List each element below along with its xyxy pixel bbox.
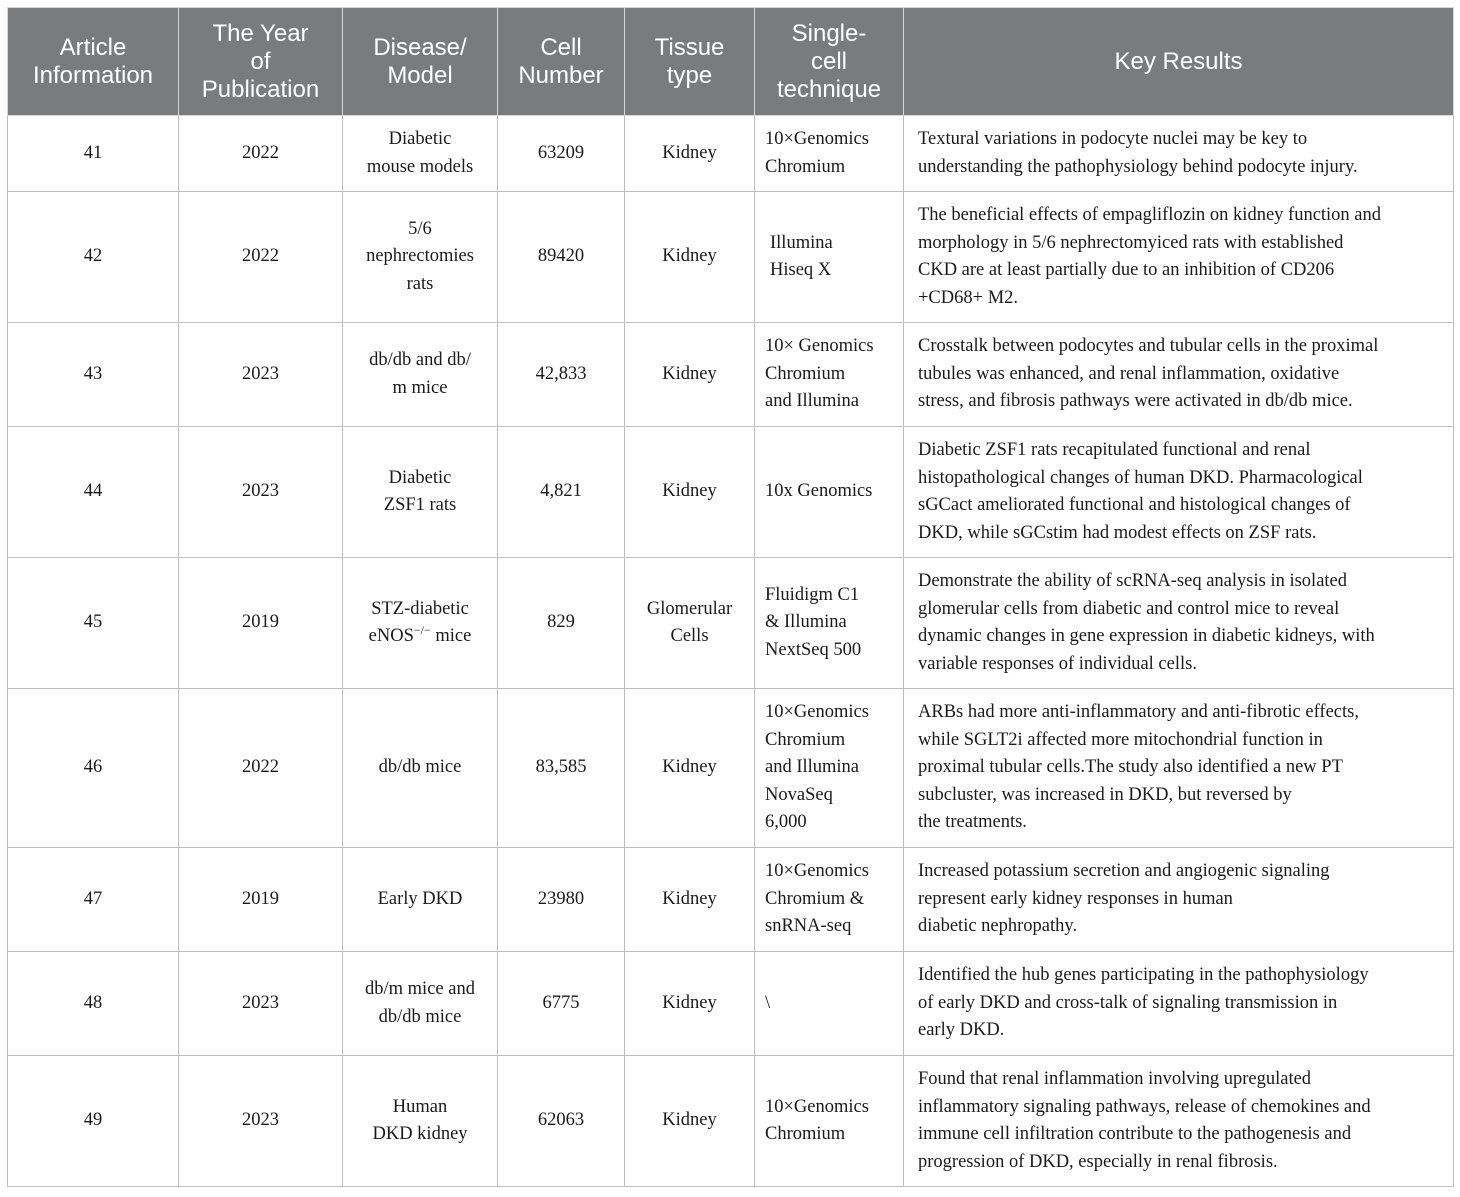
cell-model: Diabetic mouse models	[343, 116, 498, 192]
studies-table-container	[7, 7, 1453, 1187]
table-row	[8, 1056, 1454, 1187]
cell-cell-number: 829	[498, 558, 625, 689]
cell-year: 2019	[179, 848, 343, 952]
table-row	[8, 323, 1454, 427]
table-row	[8, 689, 1454, 848]
cell-year: 2022	[179, 689, 343, 848]
cell-article: 44	[8, 427, 179, 558]
cell-technique: 10×Genomics Chromium	[755, 116, 904, 192]
table-row	[8, 192, 1454, 323]
table-row	[8, 116, 1454, 192]
header-key-results: Key Results	[904, 8, 1454, 116]
header-tissue-type: Tissue type	[625, 8, 755, 116]
cell-technique: 10×Genomics Chromium	[755, 1056, 904, 1187]
cell-year: 2022	[179, 192, 343, 323]
cell-tissue: Kidney	[625, 1056, 755, 1187]
cell-model: 5/6 nephrectomies rats	[343, 192, 498, 323]
table-row	[8, 427, 1454, 558]
cell-model: Early DKD	[343, 848, 498, 952]
studies-table	[7, 7, 1454, 1187]
table-row	[8, 848, 1454, 952]
cell-key-results: Textural variations in podocyte nuclei may be key to understanding the pathophysiology behind podocyte injury.	[904, 116, 1454, 192]
cell-technique: 10× Genomics Chromium and Illumina	[755, 323, 904, 427]
cell-tissue: Glomerular Cells	[625, 558, 755, 689]
cell-article: 41	[8, 116, 179, 192]
cell-tissue: Kidney	[625, 116, 755, 192]
cell-key-results: Found that renal inflammation involving upregulated inflammatory signaling pathways, release of chemokines and immune cell infiltration contribute to the pathogenesis and progression of DKD, especially in renal fibrosis.	[904, 1056, 1454, 1187]
cell-article: 42	[8, 192, 179, 323]
cell-cell-number: 89420	[498, 192, 625, 323]
cell-key-results: Diabetic ZSF1 rats recapitulated functional and renal histopathological changes of human DKD. Pharmacological sGCact ameliorated functional and histological changes of DKD, while sGCstim had modest effects on ZSF rats.	[904, 427, 1454, 558]
cell-key-results: Identified the hub genes participating in the pathophysiology of early DKD and cross-talk of signaling transmission in early DKD.	[904, 952, 1454, 1056]
cell-year: 2023	[179, 952, 343, 1056]
cell-article: 49	[8, 1056, 179, 1187]
cell-model	[343, 558, 498, 689]
model-line-1: STZ-diabetic	[371, 598, 469, 619]
header-article-information: Article Information	[8, 8, 179, 116]
cell-model: Diabetic ZSF1 rats	[343, 427, 498, 558]
model-line-2-suffix: mice	[430, 626, 472, 646]
cell-key-results: Demonstrate the ability of scRNA-seq analysis in isolated glomerular cells from diabetic and control mice to reveal dynamic changes in gene expression in diabetic kidneys, with variable responses of individual cells.	[904, 558, 1454, 689]
cell-technique: \	[755, 952, 904, 1056]
header-row	[8, 8, 1454, 116]
cell-tissue: Kidney	[625, 323, 755, 427]
cell-year: 2023	[179, 427, 343, 558]
cell-technique: 10×Genomics Chromium and Illumina NovaSeq 6,000	[755, 689, 904, 848]
table-row	[8, 952, 1454, 1056]
cell-model: db/db and db/ m mice	[343, 323, 498, 427]
cell-technique: Illumina Hiseq X	[755, 192, 904, 323]
model-line-2-prefix: eNOS	[368, 626, 414, 646]
table-row	[8, 558, 1454, 689]
cell-cell-number: 42,833	[498, 323, 625, 427]
cell-article: 46	[8, 689, 179, 848]
cell-article: 48	[8, 952, 179, 1056]
cell-cell-number: 83,585	[498, 689, 625, 848]
cell-key-results: Increased potassium secretion and angiogenic signaling represent early kidney responses in human diabetic nephropathy.	[904, 848, 1454, 952]
cell-tissue: Kidney	[625, 848, 755, 952]
cell-article: 45	[8, 558, 179, 689]
cell-article: 43	[8, 323, 179, 427]
cell-year: 2019	[179, 558, 343, 689]
cell-year: 2023	[179, 1056, 343, 1187]
cell-key-results: Crosstalk between podocytes and tubular cells in the proximal tubules was enhanced, and renal inflammation, oxidative stress, and fibrosis pathways were activated in db/db mice.	[904, 323, 1454, 427]
cell-tissue: Kidney	[625, 689, 755, 848]
cell-cell-number: 6775	[498, 952, 625, 1056]
header-disease-model: Disease/ Model	[343, 8, 498, 116]
header-cell-number: Cell Number	[498, 8, 625, 116]
cell-key-results: ARBs had more anti-inflammatory and anti-fibrotic effects, while SGLT2i affected more mitochondrial function in proximal tubular cells.The study also identified a new PT subcluster, was increased in DKD, but reversed by the treatments.	[904, 689, 1454, 848]
cell-technique: 10×Genomics Chromium & snRNA-seq	[755, 848, 904, 952]
header-year-of-publication: The Year of Publication	[179, 8, 343, 116]
cell-cell-number: 4,821	[498, 427, 625, 558]
cell-key-results: The beneficial effects of empagliflozin on kidney function and morphology in 5/6 nephrectomyiced rats with established CKD are at least partially due to an inhibition of CD206 +CD68+ M2.	[904, 192, 1454, 323]
cell-cell-number: 62063	[498, 1056, 625, 1187]
model-superscript: −/−	[413, 622, 431, 637]
cell-technique: 10x Genomics	[755, 427, 904, 558]
cell-cell-number: 23980	[498, 848, 625, 952]
cell-tissue: Kidney	[625, 952, 755, 1056]
cell-technique: Fluidigm C1 & Illumina NextSeq 500	[755, 558, 904, 689]
cell-tissue: Kidney	[625, 192, 755, 323]
cell-article: 47	[8, 848, 179, 952]
cell-model: Human DKD kidney	[343, 1056, 498, 1187]
header-single-cell-technique: Single- cell technique	[755, 8, 904, 116]
cell-tissue: Kidney	[625, 427, 755, 558]
cell-year: 2023	[179, 323, 343, 427]
cell-model: db/db mice	[343, 689, 498, 848]
cell-cell-number: 63209	[498, 116, 625, 192]
cell-year: 2022	[179, 116, 343, 192]
cell-model: db/m mice and db/db mice	[343, 952, 498, 1056]
